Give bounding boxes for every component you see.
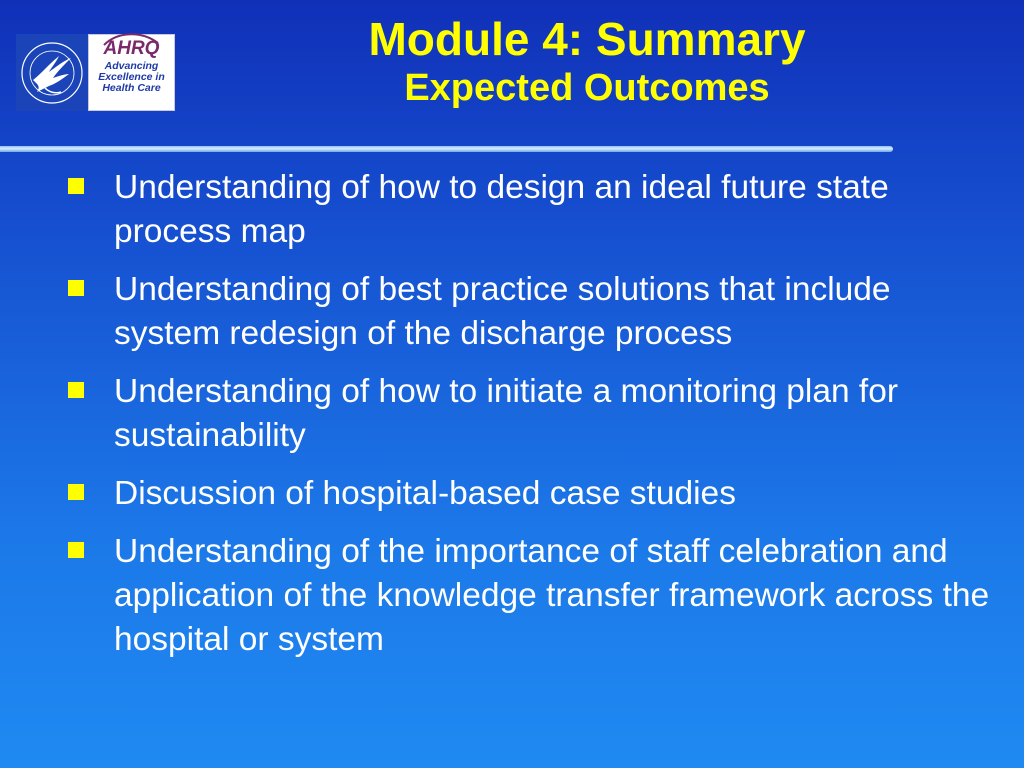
bullet-text: Understanding of best practice solutions that include system redesign of the discharge process [114,271,891,352]
ahrq-tagline-line: Advancing [104,60,159,72]
ahrq-tagline-line: Excellence in [98,71,165,83]
ahrq-arc-icon [100,33,160,47]
ahrq-tagline-line: Health Care [102,82,161,94]
bullet-item [0,472,1024,516]
square-bullet-icon [68,178,84,194]
bullet-text: Understanding of the importance of staff celebration and application of the knowledge transfer framework across the hospital or system [114,533,990,658]
logo-group [16,34,175,111]
hhs-eagle-icon [19,40,85,106]
bullet-text: Understanding of how to design an ideal future state process map [114,169,889,250]
title-divider [0,146,893,152]
bullet-item [0,268,1024,356]
ahrq-wordmark [104,39,160,59]
bullet-text: Discussion of hospital-based case studies [114,475,736,512]
square-bullet-icon [68,382,84,398]
square-bullet-icon [68,280,84,296]
bullet-item [0,530,1024,662]
slide-title [180,12,994,110]
square-bullet-icon [68,484,84,500]
square-bullet-icon [68,542,84,558]
bullet-list [0,166,1024,676]
title-main: Module 4: Summary [368,13,806,65]
bullet-item [0,166,1024,254]
ahrq-tagline [98,61,165,94]
bullet-text: Understanding of how to initiate a monitoring plan for sustainability [114,373,898,454]
title-subtitle: Expected Outcomes [404,67,770,109]
ahrq-wordmark-text: AHRQ [103,38,160,59]
bullet-item [0,370,1024,458]
hhs-seal-logo [16,34,88,111]
ahrq-logo [88,34,175,111]
